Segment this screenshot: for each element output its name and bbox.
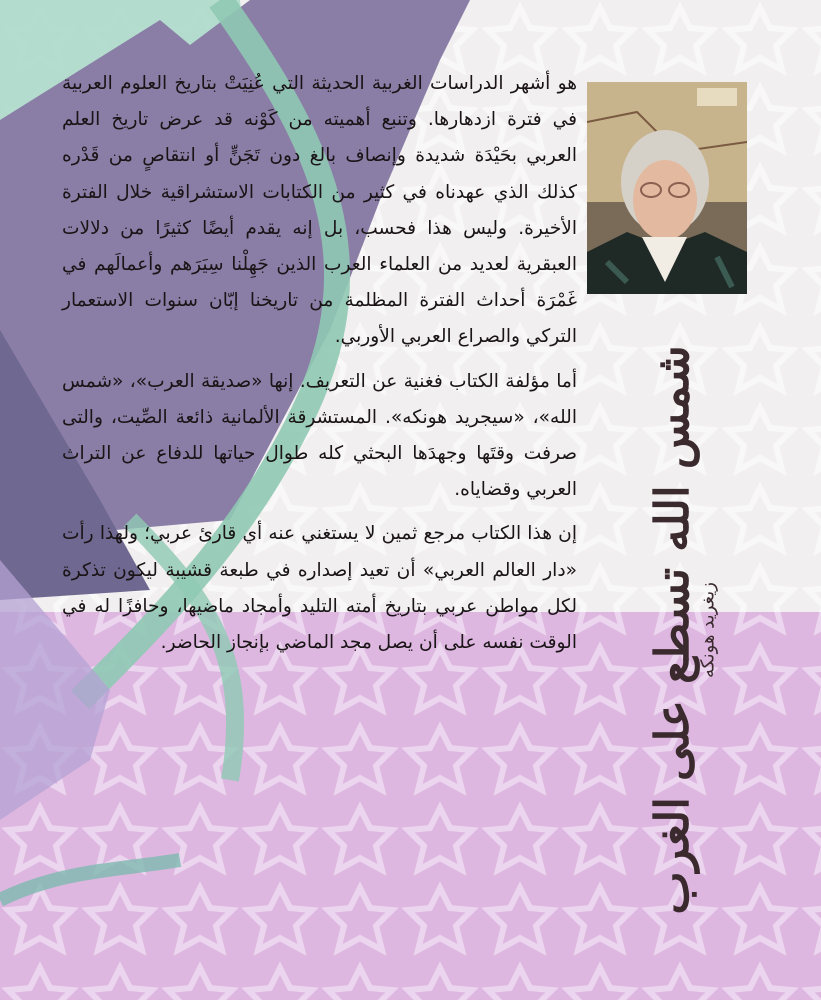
paragraph: هو أشهر الدراسات الغربية الحديثة التي عُنِيَتْ بتاريخ العلوم العربية في فترة ازدهارها. وتنبع أهميته من كَوْنه قد عرض تاريخ العلم العربي بحَيْدَة شديدة وإنصاف بالغ دون تَجَنٍّ أو انتقاصٍ من قَدْره كذلك الذي عهدناه في كثير من الكتابات الاستشراقية خلال الفترة الأخيرة. وليس هذا فحسب، بل إنه يقدم أيضًا كثيرًا من دلالات العبقرية لعديد من العلماء العرب الذين جَهِلْنا سِيَرَهم وأعمالَهم في غَمْرَة أحداث الفترة المظلمة من تاريخنا إبّان سنوات الاستعمار التركي والصراع العربي الأوربي. <box>62 73 577 348</box>
author-portrait-icon <box>587 82 747 294</box>
paragraph: أما مؤلفة الكتاب فغنية عن التعريف. إنها «صديقة العرب»، «شمس الله»، «سيجريد هونكه». المستشرقة الألمانية ذائعة الصِّيت، والتى صرفت وقتَها وجهدَها البحثي كله طوال حياتها للدفاع عن التراث العربي وقضاياه. <box>62 370 577 501</box>
author-photo <box>587 82 747 294</box>
calligraphy-author-name: زيغريد هونكه <box>697 582 719 678</box>
book-description <box>62 66 577 669</box>
calligraphy-book-title: شمس الله تسطع على الغرب <box>645 345 699 915</box>
paragraph: إن هذا الكتاب مرجع ثمين لا يستغني عنه أي قارئ عربي؛ ولهذا رأت «دار العالم العربي» أن تعيد إصداره في طبعة قشيبة ليكون تذكرة لكل مواطن عربي بتاريخ أمته التليد وأمجاد ماضيها، وحافزًا له في الوقت نفسه على أن يصل مجد الماضي بإنجاز الحاضر. <box>62 523 577 654</box>
calligraphy-title <box>612 345 732 915</box>
